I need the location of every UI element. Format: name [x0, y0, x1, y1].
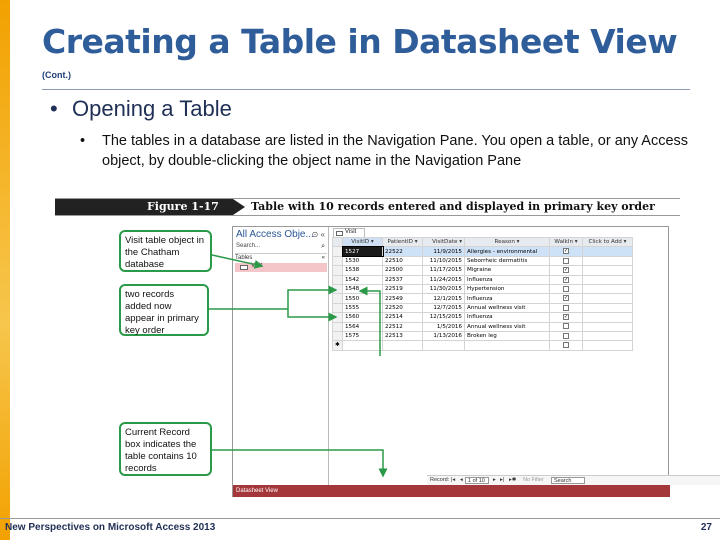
column-label: WalkIn — [554, 239, 573, 246]
cell-empty[interactable] — [583, 266, 633, 275]
column-label: VisitID — [351, 239, 370, 246]
table-icon — [240, 265, 248, 270]
table-row[interactable] — [333, 275, 633, 284]
figure-caption: Table with 10 records entered and displayed in primary key order — [251, 200, 655, 213]
column-header-patientid[interactable] — [383, 238, 423, 247]
sort-arrow-icon[interactable]: ▾ — [574, 239, 578, 246]
slide-title: Creating a Table in Datasheet View — [42, 22, 678, 61]
cell-visitid[interactable]: 1550 — [343, 294, 383, 303]
previous-record-icon[interactable]: ◂ — [460, 477, 463, 483]
walkin-checkbox[interactable]: ✓ — [564, 295, 569, 302]
column-header-walkin[interactable] — [550, 238, 583, 247]
callout-visit-table: Visit table object in the Chatham database — [119, 230, 212, 272]
callout-two-records: two records added now appear in primary key order — [119, 284, 209, 336]
cell-empty[interactable] — [583, 313, 633, 322]
cell-visitdate[interactable]: 11/30/2015 — [423, 284, 465, 293]
cell-reason[interactable]: Hypertension — [465, 284, 550, 293]
cell-empty[interactable] — [583, 303, 633, 312]
first-record-icon[interactable]: |◂ — [451, 477, 456, 483]
record-selector[interactable] — [333, 284, 343, 293]
filter-indicator[interactable]: No Filter — [523, 477, 544, 483]
record-selector[interactable] — [333, 294, 343, 303]
column-header-reason[interactable] — [465, 238, 550, 247]
cell-patientid[interactable]: 22520 — [383, 303, 423, 312]
slide-subtitle: (Cont.) — [42, 70, 71, 80]
new-record-row[interactable] — [333, 341, 633, 350]
record-selector[interactable] — [333, 303, 343, 312]
table-row[interactable] — [333, 284, 633, 293]
record-selector[interactable] — [333, 322, 343, 331]
table-row[interactable] — [333, 247, 633, 256]
column-label: Reason — [494, 239, 515, 246]
cell-patientid[interactable]: 22500 — [383, 266, 423, 275]
cell-patientid[interactable]: 22549 — [383, 294, 423, 303]
walkin-checkbox[interactable]: ✓ — [564, 248, 569, 255]
record-selector[interactable] — [333, 266, 343, 275]
cell-patientid[interactable]: 22513 — [383, 331, 423, 340]
cell-visitdate[interactable]: 12/7/2015 — [423, 303, 465, 312]
cell-reason[interactable]: Migraine — [465, 266, 550, 275]
bullet-text: The tables in a database are listed in the Navigation Pane. You open a table, or any Access object, by double-clicking the object name in the Navigation Pane — [102, 133, 689, 169]
cell-empty[interactable] — [423, 341, 465, 350]
cell-visitid[interactable]: 1564 — [343, 322, 383, 331]
cell-visitdate[interactable]: 12/1/2015 — [423, 294, 465, 303]
sort-arrow-icon[interactable]: ▾ — [370, 239, 374, 246]
cell-patientid[interactable]: 22537 — [383, 275, 423, 284]
nav-group-tables[interactable] — [235, 255, 327, 261]
cell-reason[interactable]: Allergies - environmental — [465, 247, 550, 256]
cell-patientid[interactable]: 22522 — [383, 247, 423, 256]
walkin-checkbox[interactable] — [563, 286, 569, 292]
column-label: VisitDate — [432, 239, 458, 246]
cell-walkin[interactable] — [550, 331, 583, 340]
record-selector[interactable] — [333, 247, 343, 256]
cell-reason[interactable]: Annual wellness visit — [465, 322, 550, 331]
cell-walkin[interactable] — [550, 313, 583, 322]
bullet-level-1 — [50, 96, 232, 122]
column-header-click-to-add[interactable] — [583, 238, 633, 247]
last-record-icon[interactable]: ▸| — [500, 477, 505, 483]
cell-patientid[interactable]: 22512 — [383, 322, 423, 331]
cell-reason[interactable]: Annual wellness visit — [465, 303, 550, 312]
access-window — [232, 226, 669, 497]
column-label: PatientID — [387, 239, 413, 246]
cell-empty[interactable] — [343, 341, 383, 350]
select-all-corner[interactable] — [333, 238, 343, 247]
collapse-chevron-icon[interactable]: « — [321, 255, 325, 261]
record-selector[interactable] — [333, 275, 343, 284]
datasheet-table — [332, 237, 633, 351]
cell-walkin[interactable] — [550, 247, 583, 256]
tab-label: Visit — [345, 229, 357, 235]
cell-walkin[interactable] — [550, 275, 583, 284]
column-label: Click to Add — [588, 239, 622, 246]
sort-arrow-icon[interactable]: ▾ — [459, 239, 462, 246]
table-row[interactable] — [333, 266, 633, 275]
footer-course-title: New Perspectives on Microsoft Access 2013 — [5, 522, 216, 533]
walkin-checkbox[interactable] — [563, 333, 569, 339]
cell-visitid[interactable]: 1548 — [343, 284, 383, 293]
header-row — [333, 238, 633, 247]
cell-empty[interactable] — [583, 275, 633, 284]
cell-visitid[interactable]: 1575 — [343, 331, 383, 340]
walkin-checkbox[interactable] — [563, 258, 569, 264]
cell-empty[interactable] — [583, 247, 633, 256]
record-search-box[interactable]: Search — [551, 477, 585, 484]
nav-item-label: Visit — [251, 263, 263, 269]
tab-visit[interactable] — [333, 228, 365, 237]
record-selector[interactable] — [333, 256, 343, 265]
nav-search-placeholder: Search... — [236, 243, 261, 249]
record-navigation-bar — [427, 475, 720, 485]
sort-arrow-icon[interactable]: ▾ — [414, 239, 418, 246]
page-number: 27 — [700, 522, 712, 533]
sort-arrow-icon[interactable]: ▾ — [516, 239, 520, 246]
cell-patientid[interactable]: 22514 — [383, 313, 423, 322]
cell-empty[interactable] — [383, 341, 423, 350]
datasheet-area — [330, 227, 669, 485]
callout-current-record: Current Record box indicates the table contains 10 records — [119, 422, 212, 476]
walkin-checkbox[interactable]: ✓ — [564, 267, 569, 274]
walkin-checkbox[interactable]: ✓ — [564, 314, 569, 321]
next-record-icon[interactable]: ▸ — [493, 477, 496, 483]
search-icon: ⌕ — [321, 243, 325, 250]
cell-patientid[interactable]: 22510 — [383, 256, 423, 265]
cell-visitid[interactable]: 1538 — [343, 266, 383, 275]
cell-empty[interactable] — [465, 341, 550, 350]
walkin-checkbox[interactable]: ✓ — [564, 276, 569, 283]
cell-walkin[interactable] — [550, 266, 583, 275]
slide-footer — [0, 518, 720, 540]
cell-walkin[interactable] — [550, 294, 583, 303]
cell-visitdate[interactable]: 11/10/2015 — [423, 256, 465, 265]
cell-empty[interactable] — [583, 331, 633, 340]
record-selector[interactable] — [333, 331, 343, 340]
record-label: Record: — [430, 477, 450, 483]
table-row[interactable] — [333, 303, 633, 312]
status-bar: Datasheet View — [233, 485, 670, 497]
table-row[interactable] — [333, 256, 633, 265]
new-record-icon[interactable]: ▸✱ — [509, 477, 517, 483]
cell-empty[interactable] — [583, 256, 633, 265]
cell-walkin[interactable] — [550, 341, 583, 350]
cell-visitdate[interactable]: 11/17/2015 — [423, 266, 465, 275]
accent-bar — [0, 0, 10, 540]
bullet-marker: • — [50, 96, 58, 121]
current-record-box[interactable]: 1 of 10 — [465, 477, 489, 484]
table-row[interactable] — [333, 313, 633, 322]
column-header-visitid[interactable] — [343, 238, 383, 247]
title-divider — [42, 89, 690, 90]
cell-reason[interactable]: Influenza — [465, 275, 550, 284]
nav-pane-title[interactable]: All Access Obje... — [236, 229, 314, 240]
walkin-checkbox[interactable] — [563, 305, 569, 311]
cell-visitdate[interactable]: 12/15/2015 — [423, 313, 465, 322]
cell-visitdate[interactable]: 11/9/2015 — [423, 247, 465, 256]
cell-walkin[interactable] — [550, 322, 583, 331]
new-record-marker-icon[interactable]: ✱ — [333, 341, 343, 350]
cell-walkin[interactable] — [550, 303, 583, 312]
nav-search-input[interactable] — [235, 243, 327, 254]
cell-empty[interactable] — [583, 284, 633, 293]
cell-empty[interactable] — [583, 341, 633, 350]
bullet-level-2 — [80, 131, 690, 171]
cell-walkin[interactable] — [550, 284, 583, 293]
cell-visitdate[interactable]: 1/5/2016 — [423, 322, 465, 331]
nav-group-label: Tables — [235, 255, 253, 261]
sort-arrow-icon[interactable]: ▾ — [623, 239, 627, 246]
nav-pane-controls-icon[interactable]: ⊙ « — [311, 230, 325, 239]
nav-item-visit-table[interactable] — [235, 263, 327, 272]
bullet-text: Opening a Table — [72, 96, 232, 121]
cell-reason[interactable]: Influenza — [465, 294, 550, 303]
cell-visitdate[interactable]: 11/24/2015 — [423, 275, 465, 284]
cell-empty[interactable] — [583, 322, 633, 331]
record-selector[interactable] — [333, 313, 343, 322]
cell-visitid[interactable]: 1530 — [343, 256, 383, 265]
cell-visitid[interactable]: 1527 — [343, 247, 383, 256]
cell-visitid[interactable]: 1560 — [343, 313, 383, 322]
figure-number: Figure 1-17 — [147, 200, 219, 213]
figure-label-box — [55, 199, 233, 215]
cell-patientid[interactable]: 22519 — [383, 284, 423, 293]
column-header-visitdate[interactable] — [423, 238, 465, 247]
cell-reason[interactable]: Influenza — [465, 313, 550, 322]
cell-reason[interactable]: Broken leg — [465, 331, 550, 340]
cell-visitid[interactable]: 1555 — [343, 303, 383, 312]
table-icon — [336, 231, 343, 236]
cell-visitid[interactable]: 1542 — [343, 275, 383, 284]
walkin-checkbox[interactable] — [563, 323, 569, 329]
bullet-marker: • — [80, 133, 86, 149]
figure-banner — [55, 198, 680, 216]
walkin-checkbox[interactable] — [563, 342, 569, 348]
cell-empty[interactable] — [583, 294, 633, 303]
table-row[interactable] — [333, 322, 633, 331]
cell-visitdate[interactable]: 1/13/2016 — [423, 331, 465, 340]
cell-walkin[interactable] — [550, 256, 583, 265]
table-row[interactable] — [333, 294, 633, 303]
cell-reason[interactable]: Seborrheic dermatitis — [465, 256, 550, 265]
table-row[interactable] — [333, 331, 633, 340]
navigation-pane — [233, 227, 329, 485]
